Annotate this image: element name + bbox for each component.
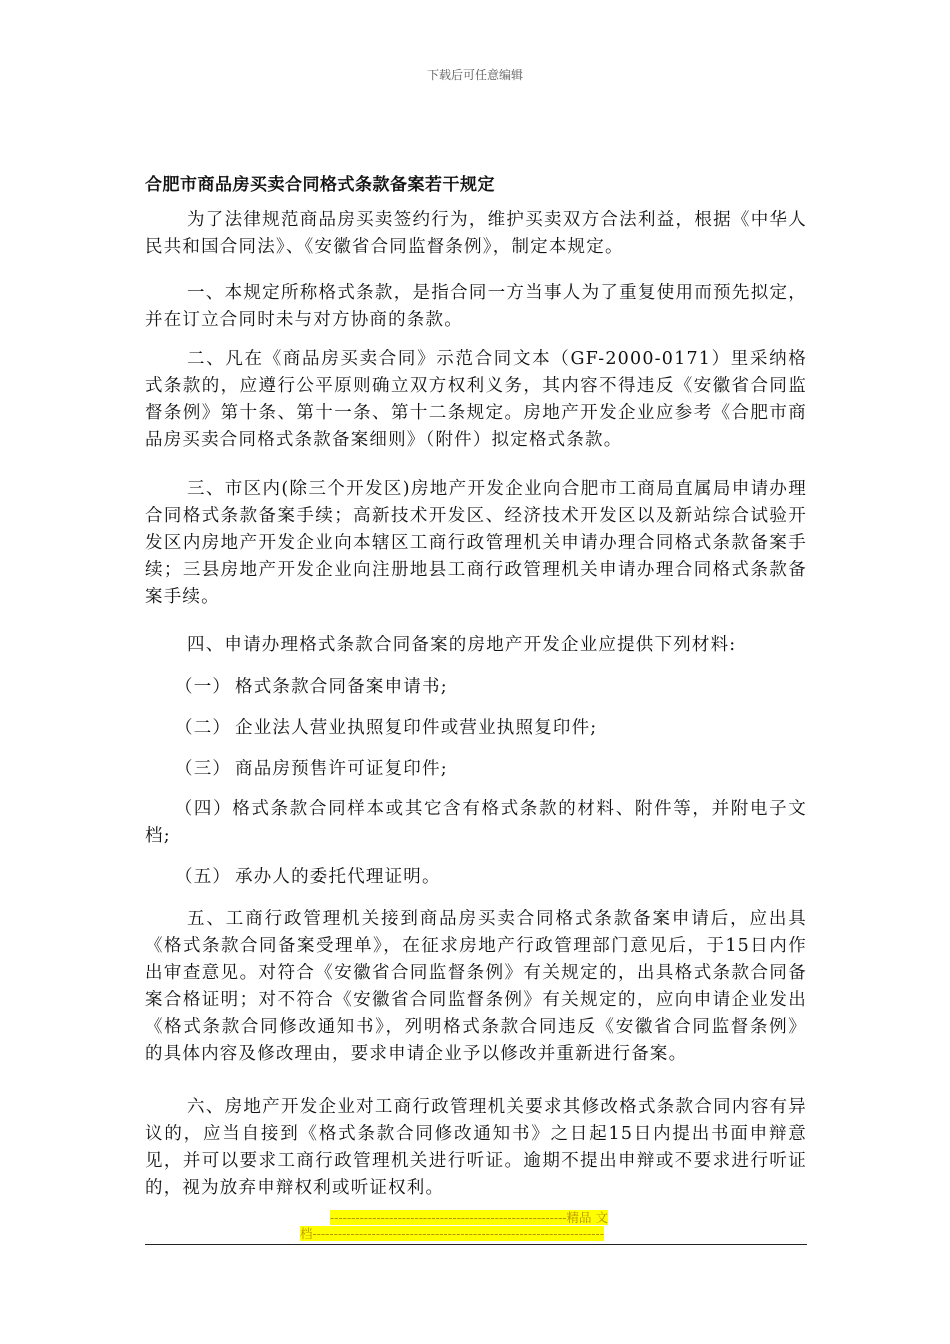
list-item [175,715,807,742]
paragraph-article-4: 四、申请办理格式条款合同备案的房地产开发企业应提供下列材料: [187,635,737,655]
paragraph-preamble: 为了法律规范商品房买卖签约行为，维护买卖双方合法利益，根据《中华人民共和国合同法》、《安徽省合同监督条例》，制定本规定。 [145,210,807,257]
list-item-number: （一） [175,677,232,697]
list-item-number: （三） [175,759,232,779]
footer-watermark-text: 档--------------------------------------------------------------------- [300,1226,604,1241]
footer-watermark-line-2 [300,1226,660,1242]
footer-watermark-text: --------------------------------------------------------精品 文 [330,1210,608,1225]
header-note: 下载后可任意编辑 [426,68,523,82]
list-item-four: （四）格式条款合同样本或其它含有格式条款的材料、附件等，并附电子文档; [145,799,807,846]
list-item-text: 承办人的委托代理证明。 [235,867,441,887]
list-item [175,674,807,701]
paragraph-article-6: 六、房地产开发企业对工商行政管理机关要求其修改格式条款合同内容有异议的，应当自接到《格式条款合同修改通知书》之日起15日内提出书面申辩意见，并可以要求工商行政管理机关进行听证。逾期不提出申辩或不要求进行听证的，视为放弃申辩权利或听证权利。 [145,1097,807,1198]
list-item-number: （五） [175,867,232,887]
paragraph-article-2: 二、凡在《商品房买卖合同》示范合同文本（GF-2000-0171）里采纳格式条款的，应遵行公平原则确立双方权利义务，其内容不得违反《安徽省合同监督条例》第十条、第十一条、第十二条规定。房地产开发企业应参考《合肥市商品房买卖合同格式条款备案细则》（附件）拟定格式条款。 [145,349,807,450]
list-item-text: 企业法人营业执照复印件或营业执照复印件; [235,718,598,738]
footer-divider [145,1244,807,1245]
paragraph-article-1: 一、本规定所称格式条款，是指合同一方当事人为了重复使用而预先拟定，并在订立合同时未与对方协商的条款。 [145,283,807,330]
list-item-number: （二） [175,718,232,738]
document-title: 合肥市商品房买卖合同格式条款备案若干规定 [145,175,495,195]
list-item [175,864,807,891]
list-item-text: 商品房预售许可证复印件; [235,759,448,779]
paragraph-article-5: 五、工商行政管理机关接到商品房买卖合同格式条款备案申请后，应出具《格式条款合同备案受理单》，在征求房地产行政管理部门意见后，于15日内作出审查意见。对符合《安徽省合同监督条例》有关规定的，出具格式条款合同备案合格证明；对不符合《安徽省合同监督条例》有关规定的，应向申请企业发出《格式条款合同修改通知书》，列明格式条款合同违反《安徽省合同监督条例》的具体内容及修改理由，要求申请企业予以修改并重新进行备案。 [145,909,807,1064]
paragraph-article-3: 三、市区内(除三个开发区)房地产开发企业向合肥市工商局直属局申请办理合同格式条款备案手续；高新技术开发区、经济技术开发区以及新站综合试验开发区内房地产开发企业向本辖区工商行政管理机关申请办理合同格式条款备案手续；三县房地产开发企业向注册地县工商行政管理机关申请办理合同格式条款备案手续。 [145,479,807,607]
list-item-text: 格式条款合同备案申请书; [235,677,448,697]
list-item [175,756,807,783]
footer-watermark-line-1 [330,1210,690,1226]
